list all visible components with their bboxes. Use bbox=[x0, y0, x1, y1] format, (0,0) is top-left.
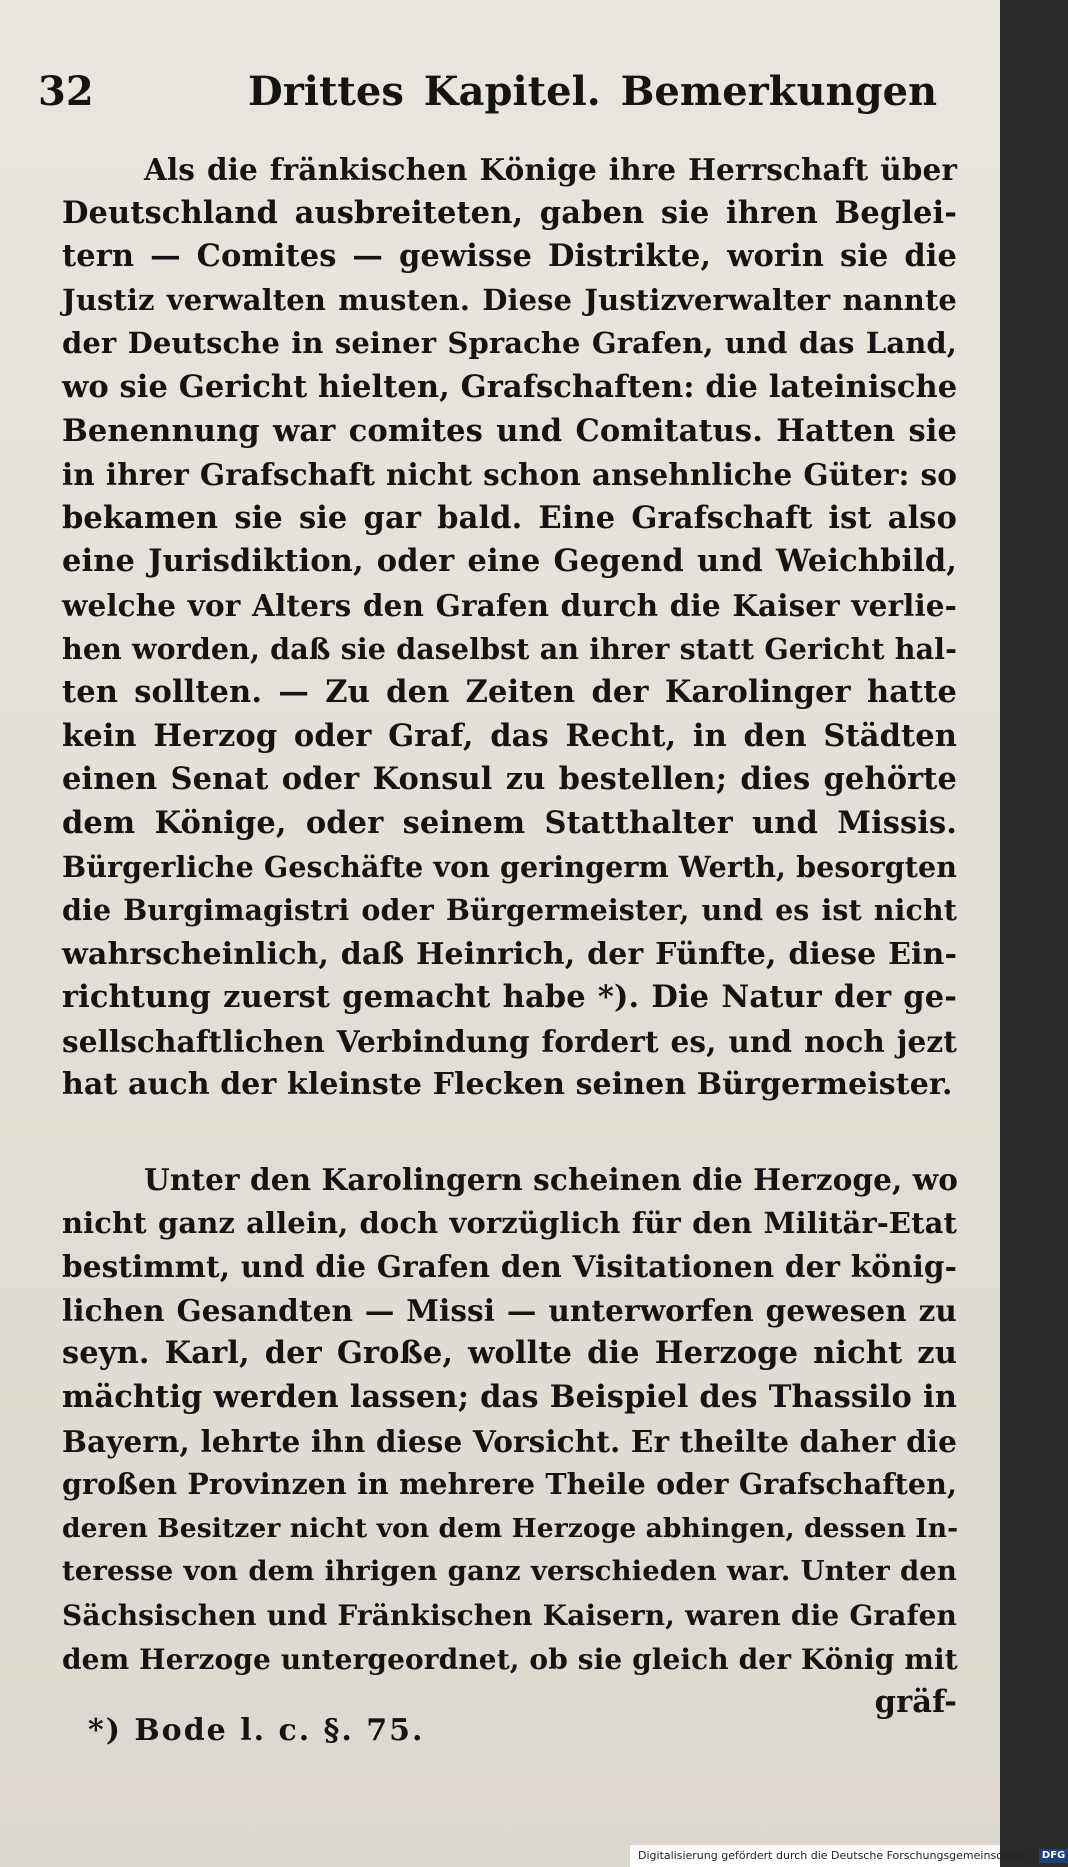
text-line: welche vor Alters den Grafen durch die Kaiser verlie- bbox=[62, 587, 957, 623]
text-line: Deutschland ausbreiteten, gaben sie ihren Beglei- bbox=[62, 194, 957, 231]
dfg-logo: DFG bbox=[1039, 1849, 1068, 1863]
text-line: teresse von dem ihrigen ganz verschieden war. Unter den bbox=[62, 1555, 957, 1588]
text-line: wahrscheinlich, daß Heinrich, der Fünfte, diese Ein- bbox=[62, 936, 957, 972]
text-line: dem Könige, oder seinem Statthalter und Missis. bbox=[62, 804, 957, 841]
text-line: großen Provinzen in mehrere Theile oder Grafschaften, bbox=[62, 1467, 957, 1502]
text-line: richtung zuerst gemacht habe *). Die Natur der ge- bbox=[62, 979, 957, 1016]
text-line: Bayern, lehrte ihn diese Vorsicht. Er theilte daher die bbox=[62, 1423, 957, 1459]
text-line: hat auch der kleinste Flecken seinen Bürgermeister. bbox=[62, 1067, 953, 1103]
text-line: Justiz verwalten musten. Diese Justizverwalter nannte bbox=[62, 282, 957, 317]
body-text bbox=[62, 148, 957, 1725]
text-line: mächtig werden lassen; das Beispiel des Thassilo in bbox=[62, 1379, 957, 1416]
text-line: lichen Gesandten — Missi — unterworfen gewesen zu bbox=[62, 1292, 957, 1328]
text-line: bestimmt, und die Grafen den Visitationen der könig- bbox=[62, 1249, 957, 1285]
text-line: in ihrer Grafschaft nicht schon ansehnliche Güter: so bbox=[62, 457, 957, 493]
text-line: kein Herzog oder Graf, das Recht, in den Städten bbox=[62, 717, 957, 754]
text-line: Als die fränkischen Könige ihre Herrschaft über bbox=[144, 152, 957, 187]
text-line: seyn. Karl, der Große, wollte die Herzoge nicht zu bbox=[62, 1335, 957, 1372]
text-line: deren Besitzer nicht von dem Herzoge abhingen, dessen In- bbox=[62, 1512, 959, 1544]
text-line: hen worden, daß sie daselbst an ihrer statt Gericht hal- bbox=[62, 631, 957, 666]
text-line: bekamen sie sie gar bald. Eine Grafschaft ist also bbox=[62, 499, 957, 536]
text-line: eine Jurisdiktion, oder eine Gegend und Weichbild, bbox=[62, 543, 957, 580]
text-line: ten sollten. — Zu den Zeiten der Karolinger hatte bbox=[62, 674, 957, 711]
footnote: *) Bode l. c. §. 75. bbox=[88, 1713, 425, 1748]
text-line: Benennung war comites und Comitatus. Hatten sie bbox=[62, 412, 957, 449]
text-line: nicht ganz allein, doch vorzüglich für den Militär-Etat bbox=[62, 1205, 957, 1240]
page-header bbox=[38, 64, 938, 120]
text-line: Bürgerliche Geschäfte von geringerm Werth, besorgten bbox=[62, 849, 958, 884]
text-line: Unter den Karolingern scheinen die Herzoge, wo bbox=[144, 1162, 959, 1198]
text-line: tern — Comites — gewisse Distrikte, worin sie die bbox=[62, 238, 957, 275]
text-line: sellschaftlichen Verbindung fordert es, und noch jezt bbox=[62, 1023, 957, 1059]
digitization-credit bbox=[630, 1845, 1066, 1867]
text-line: wo sie Gericht hielten, Grafschaften: die lateinische bbox=[62, 368, 958, 405]
text-line: der Deutsche in seiner Sprache Grafen, und das Land, bbox=[62, 326, 957, 361]
running-head: Drittes Kapitel. Bemerkungen bbox=[248, 68, 938, 115]
catchword: gräf- bbox=[874, 1684, 957, 1721]
text-line: die Burgimagistri oder Bürgermeister, und es ist nicht bbox=[62, 893, 957, 928]
credit-text: Digitalisierung gefördert durch die Deutsche Forschungsgemeinschaft - bbox=[638, 1849, 1032, 1862]
text-line: Sächsischen und Fränkischen Kaisern, waren die Grafen bbox=[62, 1599, 957, 1632]
text-line: dem Herzoge untergeordnet, ob sie gleich der König mit bbox=[62, 1642, 958, 1676]
page-number: 32 bbox=[38, 68, 94, 115]
text-line: einen Senat oder Konsul zu bestellen; dies gehörte bbox=[62, 761, 957, 798]
paragraph-gap bbox=[62, 1107, 957, 1158]
